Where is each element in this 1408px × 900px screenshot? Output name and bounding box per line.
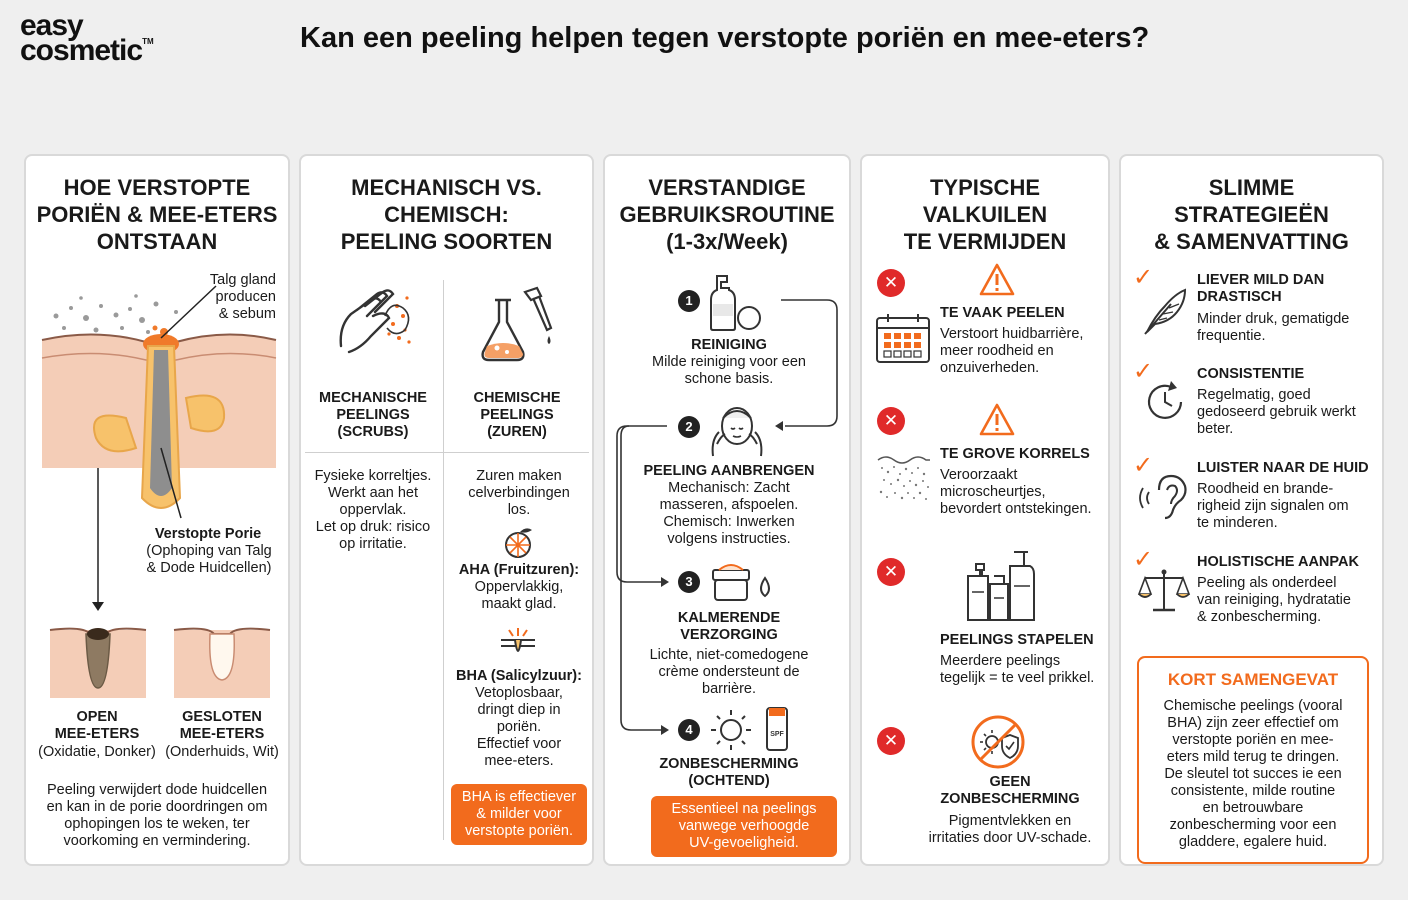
card-title: MECHANISCH VS. CHEMISCH: PEELING SOORTEN	[340, 175, 553, 254]
column-divider	[443, 280, 444, 840]
aha-title: AHA (Fruitzuren):	[458, 562, 580, 578]
pitfall-4-desc: Pigmentvlekken en irritaties door UV-schade.	[928, 813, 1092, 846]
chemical-desc: Zuren maken celverbindingen los.	[468, 468, 570, 518]
citrus-icon	[500, 526, 536, 560]
cream-jar-icon	[709, 560, 779, 604]
open-blackheads-desc: (Oxidatie, Donker)	[38, 744, 156, 760]
strategy-2-title: CONSISTENTIE	[1197, 366, 1305, 382]
cleanser-bottle-icon	[709, 270, 761, 334]
card-peeling-types	[299, 154, 594, 866]
no-sunscreen-icon	[970, 714, 1026, 770]
card-strategies	[1119, 154, 1384, 866]
step-4-title: ZONBESCHERMING (OCHTEND)	[659, 756, 799, 789]
scrub-hand-icon	[331, 286, 415, 366]
pitfall-1-title: TE VAAK PEELEN	[940, 305, 1065, 321]
closed-blackheads-title: GESLOTEN MEE-ETERS	[179, 709, 265, 742]
x-mark-icon: ✕	[877, 407, 905, 435]
pitfall-3-desc: Meerdere peelings tegelijk = te veel prikkel.	[940, 653, 1095, 686]
summary-box	[1137, 656, 1369, 864]
card-title: HOE VERSTOPTE PORIËN & MEE-ETERS ONTSTAAN	[36, 175, 278, 254]
step-number-3: 3	[678, 571, 700, 593]
closed-blackheads-desc: (Onderhuids, Wit)	[165, 744, 279, 760]
easycosmetic-logo: easy cosmetic™	[20, 9, 154, 67]
strategy-2-desc: Regelmatig, goed gedoseerd gebruik werkt beter.	[1197, 387, 1356, 437]
check-icon: ✓	[1133, 358, 1154, 385]
uv-highlight-box: Essentieel na peelings vanwege verhoogde UV-gevoeligheid.	[651, 796, 837, 857]
step-number-4: 4	[678, 719, 700, 741]
mechanical-title: MECHANISCHE PEELINGS (SCRUBS)	[319, 390, 427, 440]
summary-text: Chemische peelings (vooral BHA) zijn zeer effectief om verstopte poriën en mee- eters mild terug te dringen. De sleutel tot succes ie een consistente, milde routine en betrouwbare zonbescherming voor een gladdere, egalere huid.	[1163, 698, 1343, 850]
card-title: TYPISCHE VALKUILEN TE VERMIJDEN	[903, 175, 1067, 254]
bha-desc: Vetoplosbaar, dringt diep in poriën. Effectief voor mee-eters.	[475, 685, 563, 769]
strategy-1-title: LIEVER MILD DAN DRASTISCH	[1197, 272, 1325, 305]
bha-title: BHA (Salicylzuur):	[456, 668, 582, 684]
x-mark-icon: ✕	[877, 558, 905, 586]
pitfall-4-title: GEEN ZONBESCHERMING	[940, 774, 1080, 807]
skin-cross-section-illustration	[26, 268, 290, 738]
x-mark-icon: ✕	[877, 727, 905, 755]
step-number-2: 2	[678, 416, 700, 438]
spf-label: SPF	[770, 731, 784, 738]
coarse-grains-icon	[876, 452, 932, 506]
card-pitfalls	[860, 154, 1110, 866]
stacked-bottles-icon	[966, 546, 1036, 622]
x-mark-icon: ✕	[877, 269, 905, 297]
chemical-title: CHEMISCHE PEELINGS (ZUREN)	[473, 390, 561, 440]
pitfall-2-desc: Veroorzaakt microscheurtjes, bevordert ontstekingen.	[940, 467, 1092, 517]
feather-icon	[1141, 286, 1189, 336]
sebum-gland-label: Talg gland producen & sebum	[209, 272, 276, 322]
card-title: SLIMME STRATEGIEËN & SAMENVATTING	[1154, 175, 1349, 254]
warning-icon	[978, 402, 1016, 438]
strategy-3-title: LUISTER NAAR DE HUID	[1197, 460, 1369, 476]
bha-penetration-icon	[497, 626, 539, 664]
check-icon: ✓	[1133, 452, 1154, 479]
pitfall-1-desc: Verstoort huidbarrière, meer roodheid en onzuiverheden.	[940, 326, 1084, 376]
mechanical-desc: Fysieke korreltjes. Werkt aan het oppervlak. Let op druk: risico op irritatie.	[314, 468, 432, 552]
summary-title: KORT SAMENGEVAT	[1167, 670, 1339, 689]
balance-scale-icon	[1137, 566, 1191, 616]
step-3-desc: Lichte, niet-comedogene crème ondersteunt de barrière.	[649, 647, 809, 697]
step-1-title: REINIGING	[691, 337, 767, 353]
strategy-3-desc: Roodheid en brande- righeid zijn signalen om te minderen.	[1197, 481, 1349, 531]
peeling-effect-text: Peeling verwijdert dode huidcellen en kan in de porie doordringen om ophopingen los te weken, ter voorkoming en vermindering.	[46, 782, 268, 849]
check-icon: ✓	[1133, 546, 1154, 573]
strategy-4-desc: Peeling als onderdeel van reiniging, hydratatie & zonbescherming.	[1197, 575, 1351, 625]
clogged-pore-desc: (Ophoping van Talg & Dode Huidcellen)	[146, 543, 272, 576]
clock-cycle-icon	[1141, 378, 1189, 426]
pitfall-3-title: PEELINGS STAPELEN	[940, 632, 1094, 648]
check-icon: ✓	[1133, 264, 1154, 291]
bha-highlight-box: BHA is effectiever & milder voor verstopte poriën.	[451, 784, 587, 845]
row-divider	[305, 452, 589, 453]
card-routine	[603, 154, 851, 866]
clogged-pore-label: Verstopte Porie	[154, 526, 262, 542]
calendar-icon	[874, 312, 932, 366]
step-number-1: 1	[678, 290, 700, 312]
warning-icon	[978, 262, 1016, 298]
card-how-pores-clog	[24, 154, 290, 866]
ear-icon	[1137, 472, 1191, 524]
step-1-desc: Milde reiniging voor een schone basis.	[652, 354, 806, 387]
step-2-title: PEELING AANBRENGEN	[643, 463, 815, 479]
step-2-desc: Mechanisch: Zacht masseren, afspoelen. Chemisch: Inwerken volgens instructies.	[659, 480, 799, 547]
sun-protection-icon	[709, 704, 795, 754]
card-title: VERSTANDIGE GEBRUIKSROUTINE (1-3x/Week)	[619, 175, 835, 254]
open-blackheads-title: OPEN MEE-ETERS	[54, 709, 140, 742]
strategy-1-desc: Minder druk, gematigde frequentie.	[1197, 311, 1350, 344]
face-applying-icon	[709, 400, 765, 460]
step-3-title: KALMERENDE VERZORGING	[677, 610, 781, 643]
page-title: Kan een peeling helpen tegen verstopte poriën en mee-eters?	[300, 22, 1150, 54]
pitfall-2-title: TE GROVE KORRELS	[940, 446, 1090, 462]
strategy-4-title: HOLISTISCHE AANPAK	[1197, 554, 1359, 570]
chemical-flask-icon	[477, 286, 559, 366]
aha-desc: Oppervlakkig, maakt glad.	[474, 579, 564, 612]
